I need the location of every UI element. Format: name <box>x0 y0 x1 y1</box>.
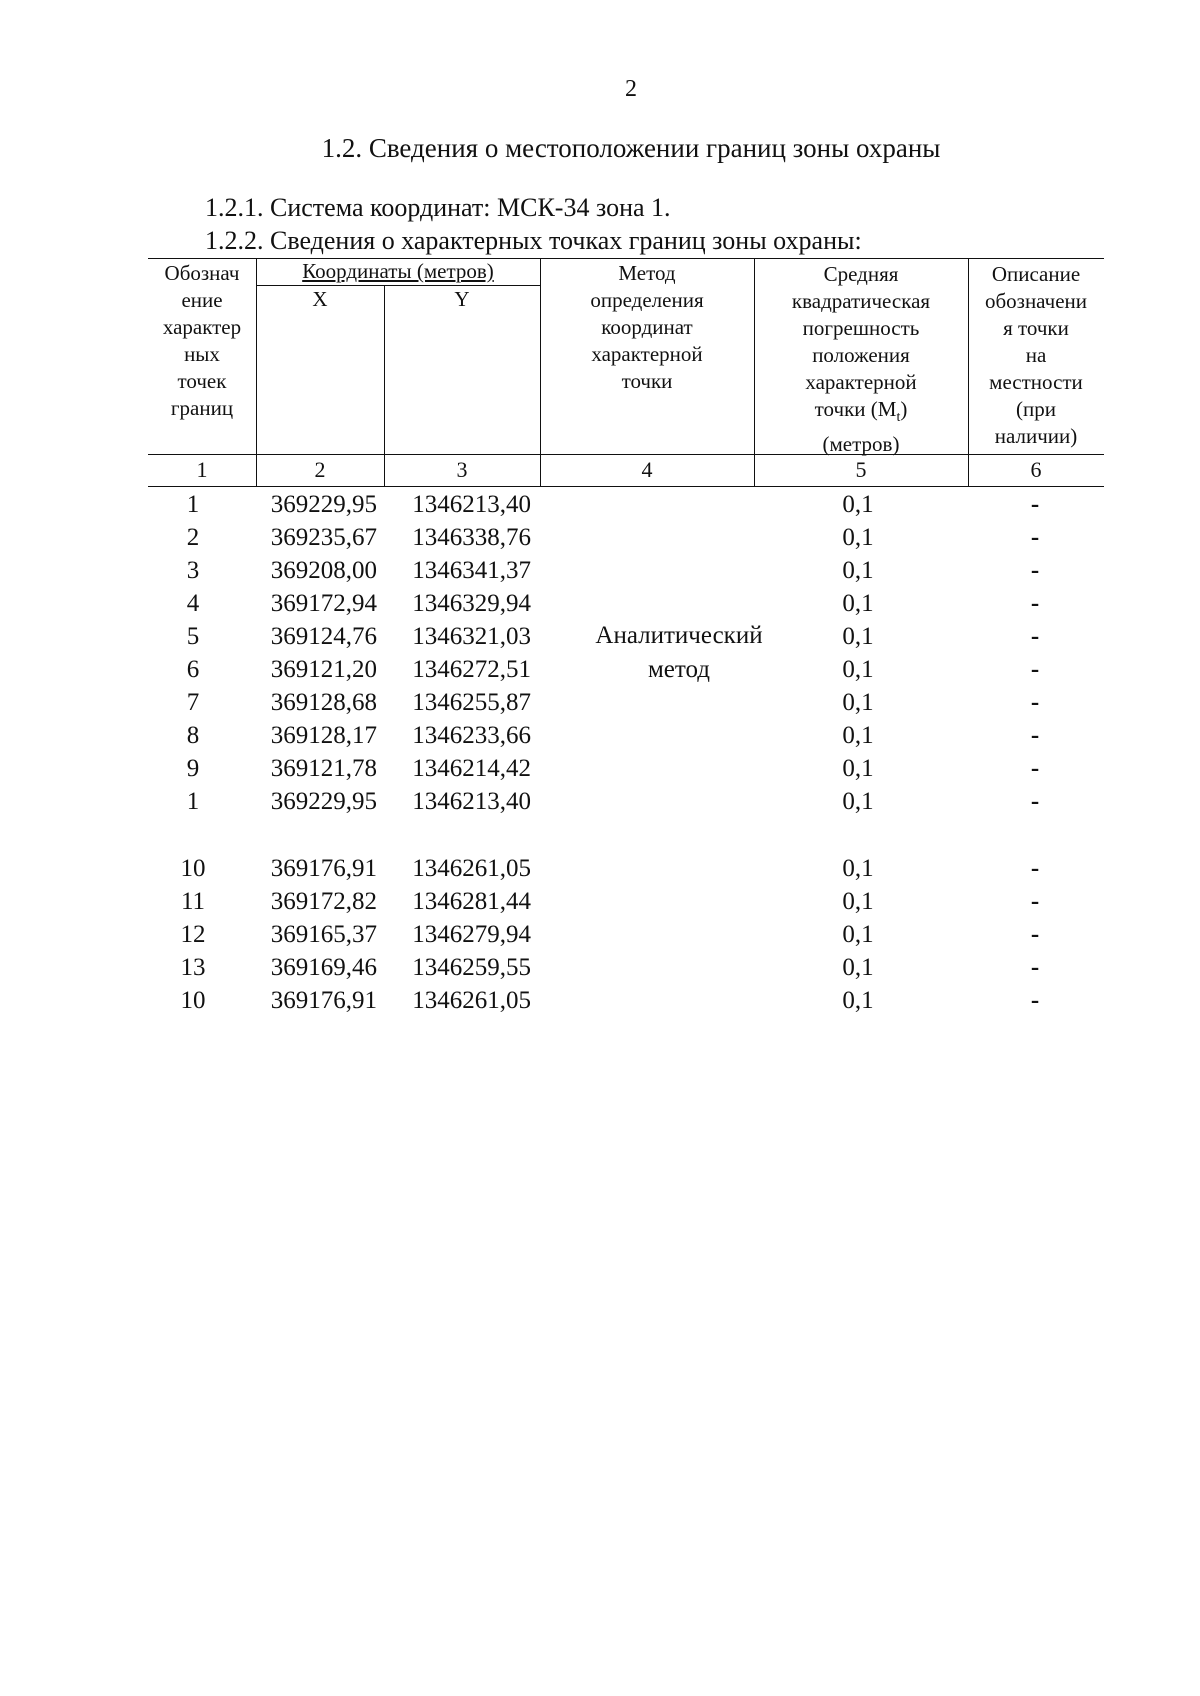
table-row <box>148 885 1104 918</box>
point-description: - <box>1030 755 1040 782</box>
table-row <box>148 852 1104 885</box>
page-number: 2 <box>625 76 637 102</box>
coord-y: 1346213,40 <box>412 788 531 815</box>
subheading-boundary-points: 1.2.2. Сведения о характерных точках границ зоны охраны: <box>205 226 862 255</box>
point-description: - <box>1030 987 1040 1014</box>
point-description: - <box>1030 954 1040 981</box>
table-row <box>148 587 1104 620</box>
coord-x: 369176,91 <box>270 987 377 1014</box>
header-error-end: ) (метров) <box>822 397 908 457</box>
header-method: Метод определения координат характерной точки <box>590 261 704 393</box>
point-description: - <box>1030 491 1040 518</box>
table-row <box>148 521 1104 554</box>
mean-square-error: 0,1 <box>842 954 874 981</box>
section-title: 1.2. Сведения о местоположении границ зоны охраны <box>321 133 941 163</box>
point-number: 7 <box>186 689 200 716</box>
coord-y: 1346272,51 <box>412 656 531 683</box>
mean-square-error: 0,1 <box>842 656 874 683</box>
coord-x: 369172,94 <box>270 590 377 617</box>
header-mean-square-error <box>754 261 968 458</box>
coord-x: 369124,76 <box>270 623 377 650</box>
header-description: Описание обозначени я точки на местности (при наличии) <box>984 262 1088 448</box>
coord-y: 1346259,55 <box>412 954 531 981</box>
point-description: - <box>1030 689 1040 716</box>
coord-y: 1346233,66 <box>412 722 531 749</box>
coord-x: 369176,91 <box>270 855 377 882</box>
coord-y: 1346213,40 <box>412 491 531 518</box>
coord-y: 1346261,05 <box>412 855 531 882</box>
mean-square-error: 0,1 <box>842 755 874 782</box>
coord-x: 369121,78 <box>270 755 377 782</box>
mean-square-error: 0,1 <box>842 524 874 551</box>
mean-square-error: 0,1 <box>842 689 874 716</box>
coord-y: 1346341,37 <box>412 557 531 584</box>
point-number: 6 <box>186 656 200 683</box>
coord-x: 369169,46 <box>270 954 377 981</box>
method-value: Аналитический метод <box>595 622 763 683</box>
table-row <box>148 785 1104 818</box>
point-number: 3 <box>186 557 200 584</box>
point-number: 13 <box>180 954 206 981</box>
coord-y: 1346281,44 <box>412 888 531 915</box>
header-point-designation: Обознач ение характер ных точек границ <box>162 261 242 420</box>
numbers-bottom-rule <box>148 486 1104 487</box>
mean-square-error: 0,1 <box>842 788 874 815</box>
point-number: 5 <box>186 623 200 650</box>
point-number: 10 <box>180 987 206 1014</box>
mean-square-error: 0,1 <box>842 921 874 948</box>
table-row <box>148 918 1104 951</box>
mean-square-error: 0,1 <box>842 491 874 518</box>
coord-x: 369172,82 <box>270 888 377 915</box>
coord-x: 369229,95 <box>270 788 377 815</box>
coord-x: 369165,37 <box>270 921 377 948</box>
point-description: - <box>1030 623 1040 650</box>
point-description: - <box>1030 921 1040 948</box>
mean-square-error: 0,1 <box>842 722 874 749</box>
mean-square-error: 0,1 <box>842 987 874 1014</box>
point-number: 8 <box>186 722 200 749</box>
coord-x: 369128,68 <box>270 689 377 716</box>
point-number: 2 <box>186 524 200 551</box>
coord-x: 369128,17 <box>270 722 377 749</box>
point-description: - <box>1030 590 1040 617</box>
header-x: X <box>312 287 328 311</box>
table-row <box>148 554 1104 587</box>
column-number: 6 <box>1030 457 1042 482</box>
point-description: - <box>1030 855 1040 882</box>
point-description: - <box>1030 656 1040 683</box>
mean-square-error: 0,1 <box>842 888 874 915</box>
header-y: Y <box>454 287 470 311</box>
col-divider-2 <box>384 285 385 486</box>
column-number: 2 <box>314 457 326 482</box>
header-coordinates: Координаты (метров) <box>302 259 494 283</box>
point-number: 1 <box>186 491 200 518</box>
point-number: 11 <box>180 888 206 915</box>
table-row <box>148 719 1104 752</box>
point-description: - <box>1030 524 1040 551</box>
subheading-coordinate-system: 1.2.1. Система координат: МСК-34 зона 1. <box>205 193 671 222</box>
table-row <box>148 752 1104 785</box>
mean-square-error: 0,1 <box>842 623 874 650</box>
coord-y: 1346214,42 <box>412 755 531 782</box>
column-number: 5 <box>855 457 867 482</box>
coord-y: 1346338,76 <box>412 524 531 551</box>
header-error-text: Средняя квадратическая погрешность положения характерной точки (M <box>791 262 931 421</box>
coord-x: 369208,00 <box>270 557 377 584</box>
mean-square-error: 0,1 <box>842 855 874 882</box>
point-number: 12 <box>180 921 206 948</box>
table-row <box>148 984 1104 1017</box>
table-row <box>148 686 1104 719</box>
column-number: 1 <box>196 457 208 482</box>
table-row <box>148 488 1104 521</box>
point-description: - <box>1030 722 1040 749</box>
coord-y: 1346279,94 <box>412 921 531 948</box>
mean-square-error: 0,1 <box>842 557 874 584</box>
point-number: 10 <box>180 855 206 882</box>
coord-x: 369229,95 <box>270 491 377 518</box>
point-description: - <box>1030 788 1040 815</box>
coord-x: 369235,67 <box>270 524 377 551</box>
coord-y: 1346329,94 <box>412 590 531 617</box>
coord-y: 1346255,87 <box>412 689 531 716</box>
boundary-points-table-header <box>148 258 1104 488</box>
point-description: - <box>1030 557 1040 584</box>
point-number: 4 <box>186 590 200 617</box>
mean-square-error: 0,1 <box>842 590 874 617</box>
column-number: 3 <box>456 457 468 482</box>
coord-x: 369121,20 <box>270 656 377 683</box>
point-number: 1 <box>186 788 200 815</box>
column-number: 4 <box>641 457 653 482</box>
coord-y: 1346261,05 <box>412 987 531 1014</box>
point-description: - <box>1030 888 1040 915</box>
point-number: 9 <box>186 755 200 782</box>
table-row <box>148 951 1104 984</box>
coord-y: 1346321,03 <box>412 623 531 650</box>
header-error-subscript: t <box>896 410 901 426</box>
